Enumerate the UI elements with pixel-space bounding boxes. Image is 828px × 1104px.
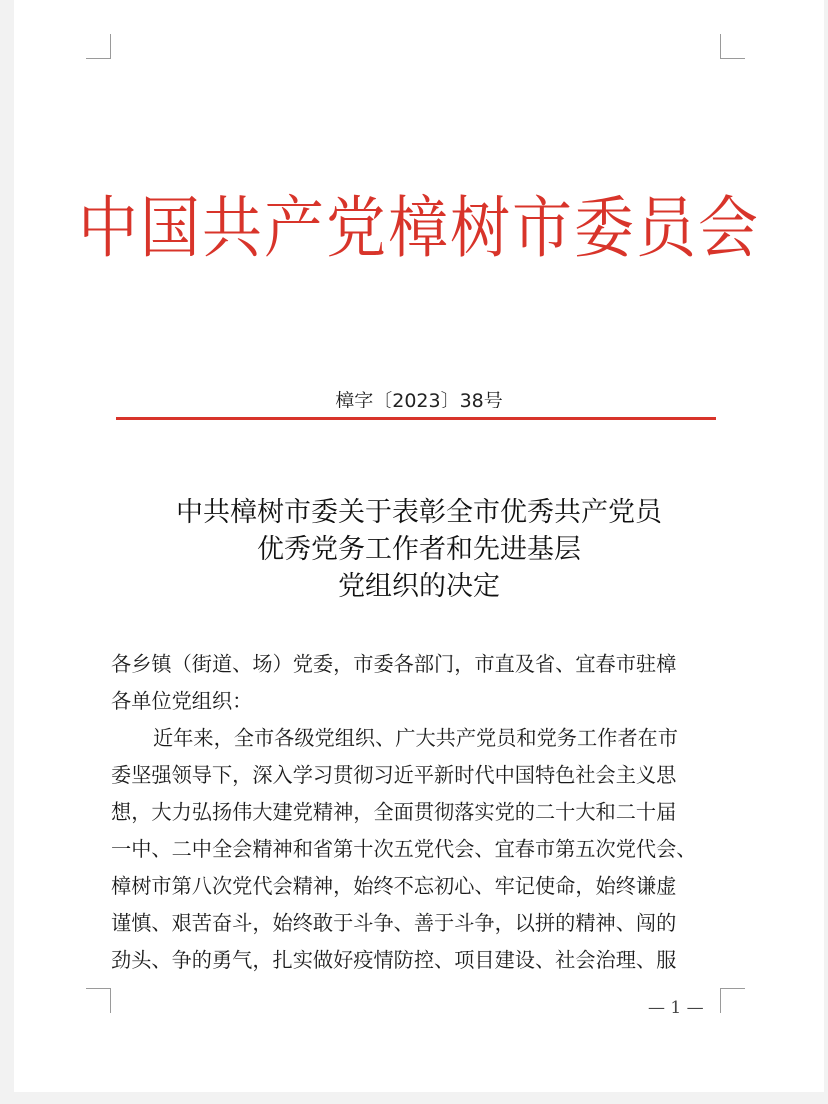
body-line: 劲头、争的勇气，扎实做好疫情防控、项目建设、社会治理、服 (111, 948, 677, 972)
crop-mark-top-left (86, 34, 111, 59)
document-title (14, 494, 824, 605)
title-line: 中共樟树市委关于表彰全市优秀共产党员 (176, 497, 662, 528)
document-number: 樟字〔2023〕38号 (335, 390, 503, 408)
title-line: 党组织的决定 (338, 571, 500, 602)
issuer-header: 中国共产党樟树市委员会 (78, 189, 760, 268)
body-line: 各乡镇（街道、场）党委，市委各部门，市直及省、宜春市驻樟 (111, 652, 677, 676)
body-line: 委坚强领导下，深入学习贯彻习近平新时代中国特色社会主义思 (111, 763, 677, 787)
red-separator-line (116, 417, 716, 420)
crop-mark-bottom-right (720, 988, 745, 1013)
document-page (14, 0, 824, 1092)
crop-mark-top-right (720, 34, 745, 59)
body-line: 樟树市第八次党代会精神，始终不忘初心、牢记使命，始终谦虚 (111, 874, 677, 898)
body-line: 一中、二中全会精神和省第十次五党代会、宜春市第五次党代会、 (111, 837, 697, 861)
body-line: 各单位党组织： (111, 689, 253, 713)
body-line: 近年来，全市各级党组织、广大共产党员和党务工作者在市 (153, 726, 678, 750)
title-line: 优秀党务工作者和先进基层 (257, 534, 581, 565)
document-body (111, 646, 723, 979)
page-number: — 1 — (648, 998, 704, 1018)
body-line: 谨慎、艰苦奋斗，始终敢于斗争、善于斗争，以拼的精神、闯的 (111, 911, 677, 935)
body-line: 想，大力弘扬伟大建党精神，全面贯彻落实党的二十大和二十届 (111, 800, 677, 824)
crop-mark-bottom-left (86, 988, 111, 1013)
